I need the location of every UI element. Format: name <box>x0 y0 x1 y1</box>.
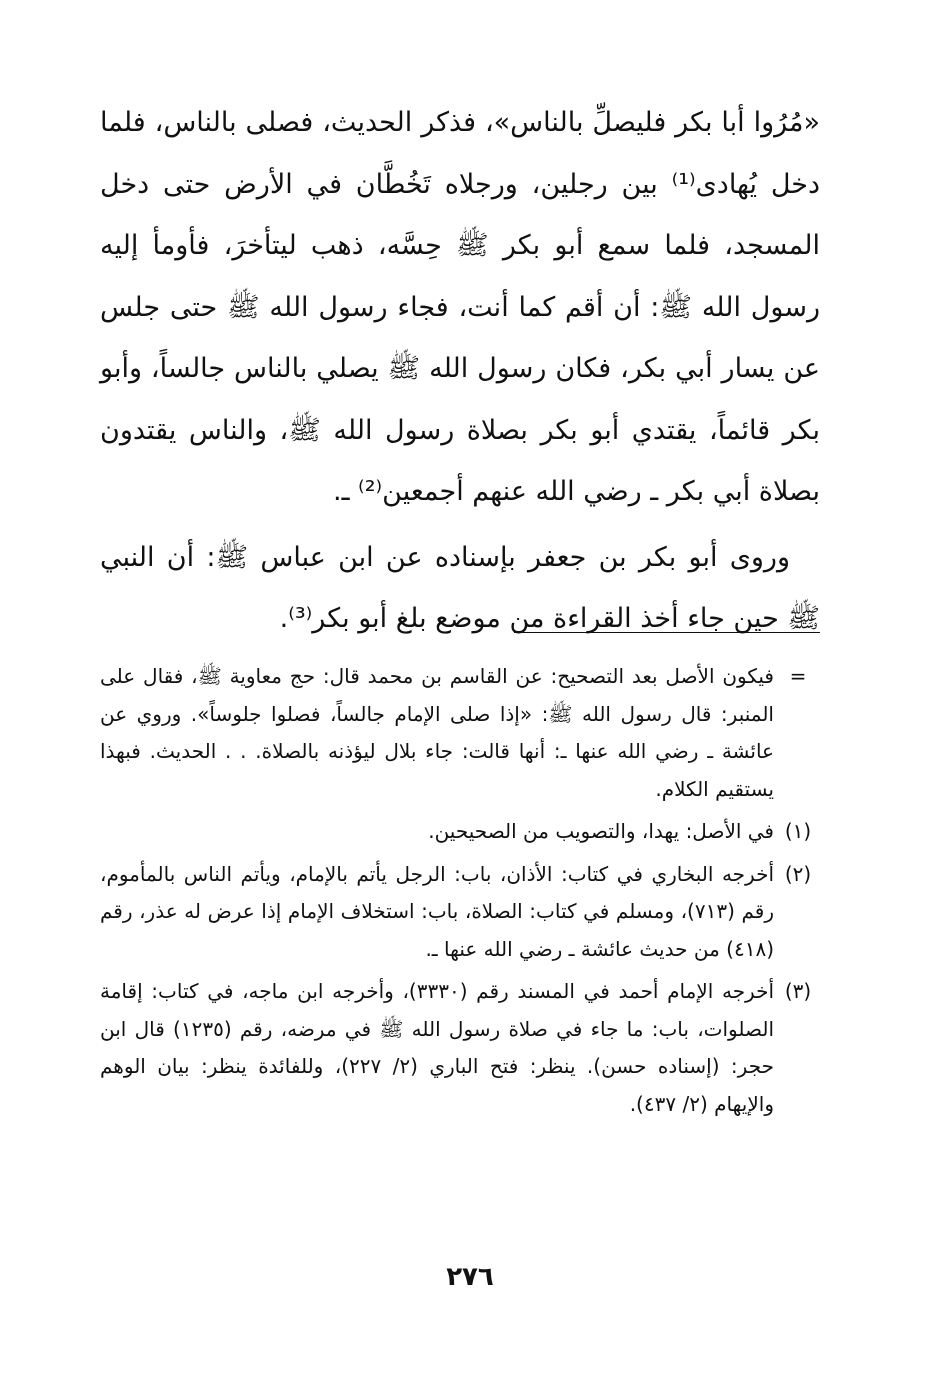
footnote-mark: (٢) <box>784 861 812 886</box>
footnote-mark: (٣) <box>784 979 812 1003</box>
footnote-separator <box>514 632 820 633</box>
footnote-mark: = <box>789 664 807 688</box>
paragraph-2: وروى أبو بكر بن جعفر بإسناده عن ابن عباس ﷺ: أن النبي ﷺ حين جاء أخذ القراءة من موضع بلغ أبو بكر⁽³⁾. <box>100 541 820 634</box>
main-text <box>100 92 820 650</box>
paragraph-1: «مُرُوا أبا بكر فليصلِّ بالناس»، فذكر الحديث، فصلى بالناس، فلما دخل يُهادى⁽¹⁾ بين رجلين، ورجلاه تَخُطَّان في الأرض حتى دخل المسجد، فلما سمع أبو بكر ﷺ حِسَّه، ذهب ليتأخرَ، فأومأ إليه رسول الله ﷺ: أن أقم كما أنت، فجاء رسول الله ﷺ حتى جلس عن يسار أبي بكر، فكان رسول الله ﷺ يصلي بالناس جالساً، وأبو بكر قائماً، يقتدي أبو بكر بصلاة رسول الله ﷺ، والناس يقتدون بصلاة أبي بكر ـ رضي الله عنهم أجمعين⁽²⁾ ـ. <box>100 107 820 507</box>
footnote-2 <box>100 856 822 969</box>
footnotes <box>100 658 822 1128</box>
footnote-mark: (١) <box>784 819 812 843</box>
footnote-1 <box>100 813 822 851</box>
footnote-text: في الأصل: يهدا، والتصويب من الصحيحين. <box>428 819 774 843</box>
footnote-text: أخرجه البخاري في كتاب: الأذان، باب: الرجل يأتم بالإمام، ويأتم الناس بالمأموم، رقم (٧١٣)، ومسلم في كتاب: الصلاة، باب: استخلاف الإمام إذا عرض له عذر، رقم (٤١٨) من حديث عائشة ـ رضي الله عنها ـ. <box>100 861 774 961</box>
footnote-text: أخرجه الإمام أحمد في المسند رقم (٣٣٣٠)، وأخرجه ابن ماجه، في كتاب: إقامة الصلوات، باب: ما جاء في صلاة رسول الله ﷺ في مرضه، رقم (١٢٣٥) قال ابن حجر: (إسناده حسن). ينظر: فتح الباري (٢/ ٢٢٧)، وللفائدة ينظر: بيان الوهم والإيهام (٢/ ٤٣٧). <box>100 979 775 1116</box>
footnote-continuation <box>100 658 822 808</box>
footnote-text: فيكون الأصل بعد التصحيح: عن القاسم بن محمد قال: حج معاوية ﷺ، فقال على المنبر: قال رسول الله ﷺ: «إذا صلى الإمام جالساً، فصلوا جلوساً». وروي عن عائشة ـ رضي الله عنها ـ: أنها قالت: جاء بلال ليؤذنه بالصلاة. . . الحديث. فبهذا يستقيم الكلام. <box>100 664 774 801</box>
page-number: ٢٧٦ <box>446 1262 494 1292</box>
footnote-3 <box>100 973 822 1123</box>
